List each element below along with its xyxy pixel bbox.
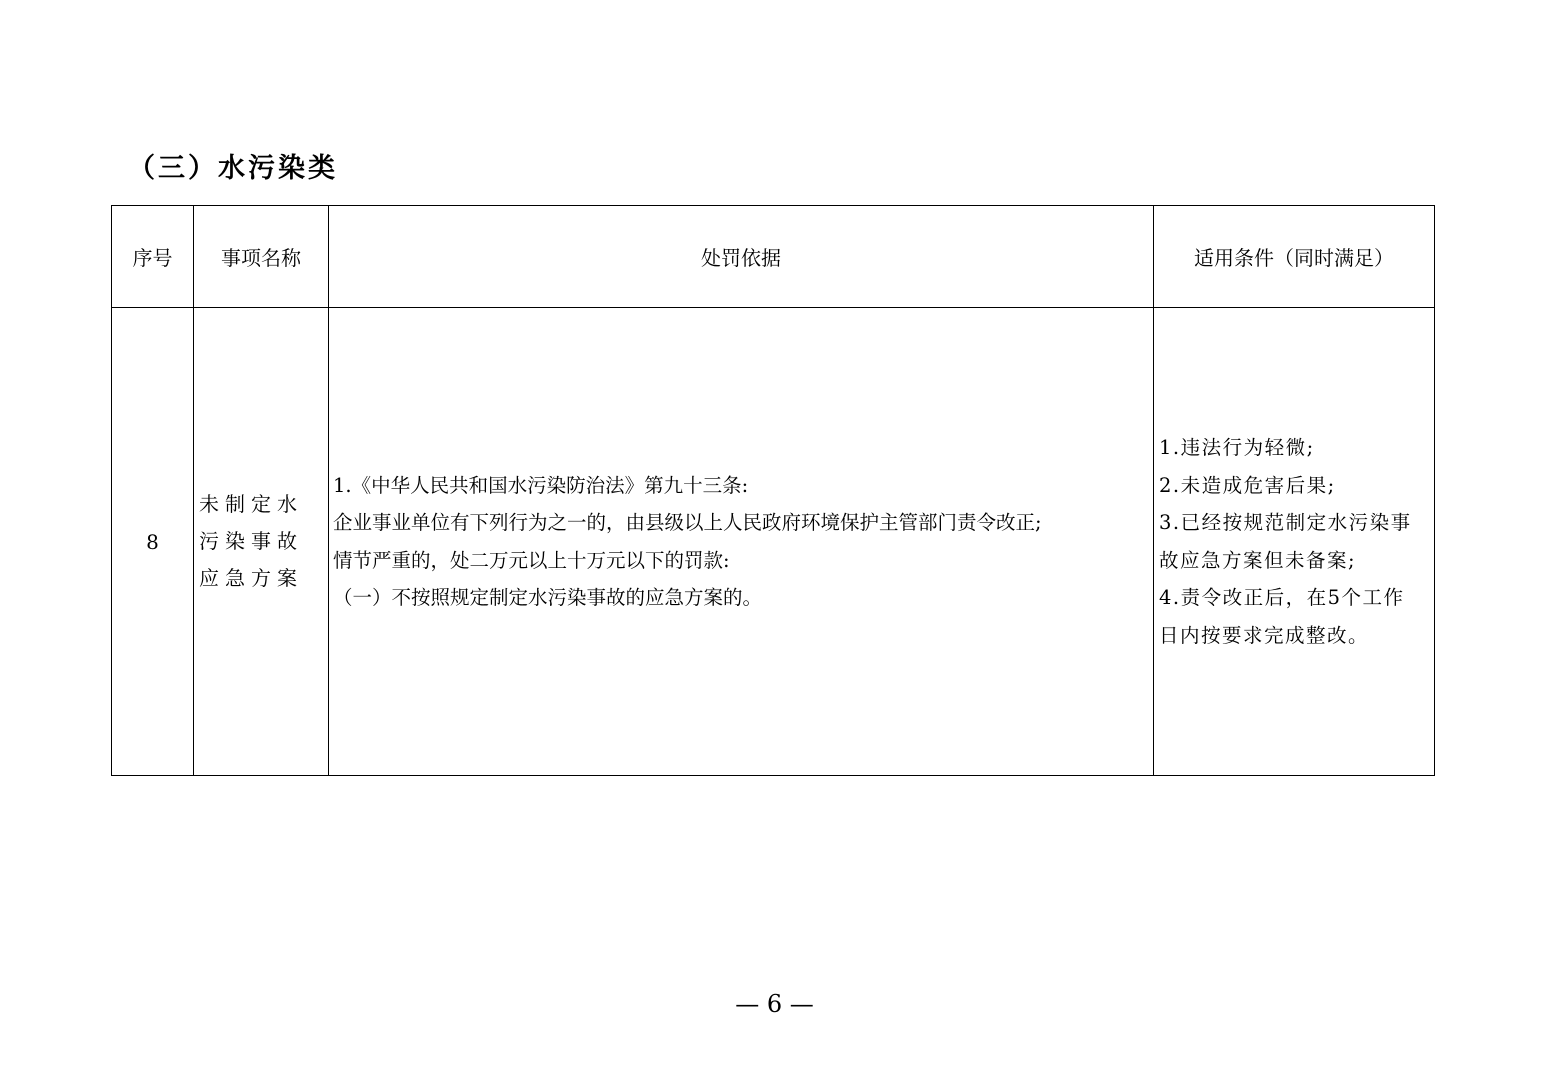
basis-line: 情节严重的，处二万元以上十万元以下的罚款: [333,548,730,572]
condition-line: 1.违法行为轻微; [1159,436,1315,459]
basis-line: （一）不按照规定制定水污染事故的应急方案的。 [333,586,763,609]
condition-line: 4.责令改正后，在5个工作 [1159,586,1405,609]
row-basis [329,308,1154,776]
condition-line: 2.未造成危害后果; [1159,473,1336,497]
page-number: — 6 — [735,990,814,1018]
row-item-name: 未制定水污染事故应急方案 [194,308,329,776]
basis-line: 1.《中华人民共和国水污染防治法》第九十三条: [333,473,749,497]
condition-line: 故应急方案但未备案; [1159,548,1357,572]
condition-line: 3.已经按规范制定水污染事 [1159,511,1412,534]
header-item-name: 事项名称 [194,206,329,308]
table-row [112,308,1435,776]
condition-line: 日内按要求完成整改。 [1159,623,1370,647]
header-basis: 处罚依据 [329,206,1154,308]
table-header-row [112,206,1435,308]
header-index: 序号 [112,206,194,308]
row-conditions [1154,308,1435,776]
row-index: 8 [112,308,194,776]
penalty-table [111,205,1435,776]
section-title: （三）水污染类 [128,153,338,184]
header-conditions: 适用条件（同时满足） [1154,206,1435,308]
basis-line: 企业事业单位有下列行为之一的，由县级以上人民政府环境保护主管部门责令改正; [333,511,1042,534]
